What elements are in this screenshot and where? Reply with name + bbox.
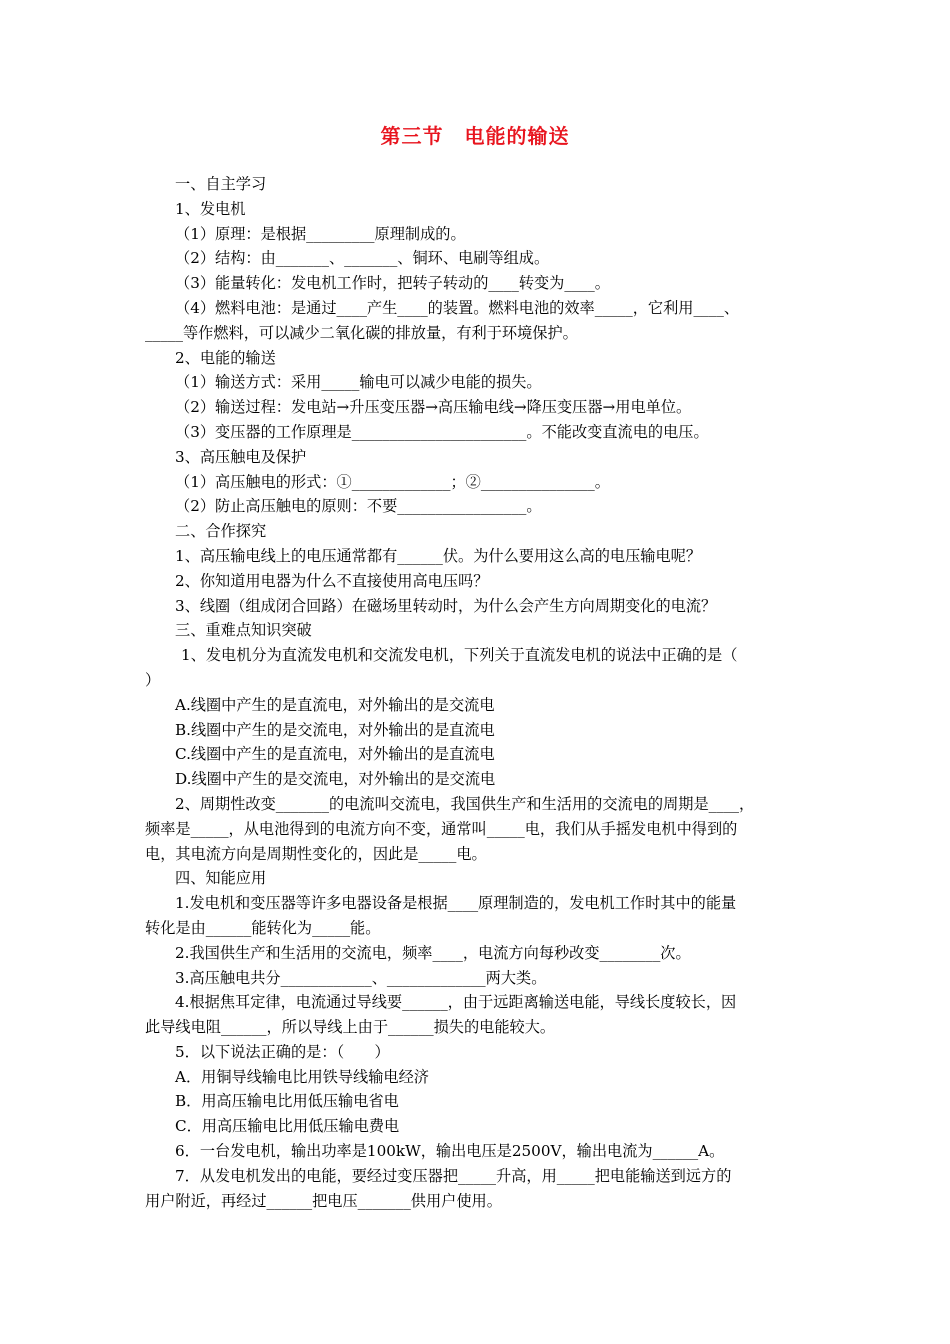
- text-line: 此导线电阻______，所以导线上由于______损失的电能较大。: [145, 1018, 556, 1037]
- choice-option: D.线圈中产生的是交流电，对外输出的是交流电: [175, 770, 496, 789]
- text-line: _____等作燃料，可以减少二氧化碳的排放量，有利于环境保护。: [145, 323, 578, 342]
- choice-option: A．用铜导线输电比用铁导线输电经济: [175, 1067, 429, 1086]
- question-line: 2.我国供生产和生活用的交流电，频率____，电流方向每秒改变________次。: [175, 943, 691, 962]
- text-line: 电，其电流方向是周期性变化的，因此是_____电。: [145, 844, 487, 863]
- choice-option: B.线圈中产生的是交流电，对外输出的是直流电: [175, 720, 495, 739]
- question-line: 1、发电机分为直流发电机和交流发电机，下列关于直流发电机的说法中正确的是（: [181, 646, 738, 665]
- question-line: 6．一台发电机，输出功率是100kW，输出电压是2500V，输出电流为______A。: [175, 1142, 725, 1161]
- text-line: （2）结构：由_______、_______、铜环、电刷等组成。: [175, 249, 550, 268]
- choice-option: A.线圈中产生的是直流电，对外输出的是交流电: [175, 695, 495, 714]
- text-line: （1）高压触电的形式：①_____________；②_______________。: [175, 472, 610, 491]
- text-line: ）: [145, 670, 161, 689]
- text-line: （3）能量转化：发电机工作时，把转子转动的____转变为____。: [175, 274, 610, 293]
- text-line: （4）燃料电池：是通过____产生____的装置。燃料电池的效率_____，它利用____、: [175, 298, 740, 317]
- page-title: 第三节 电能的输送: [380, 124, 570, 148]
- section-heading: 四、知能应用: [175, 869, 267, 888]
- subsection-heading: 3、高压触电及保护: [175, 447, 307, 466]
- text-line: 转化是由______能转化为_____能。: [145, 918, 381, 937]
- subsection-heading: 2、电能的输送: [175, 348, 276, 367]
- question-line: 3、线圈（组成闭合回路）在磁场里转动时，为什么会产生方向周期变化的电流？: [175, 596, 717, 615]
- question-line: 1.发电机和变压器等许多电器设备是根据____原理制造的，发电机工作时其中的能量: [175, 894, 737, 913]
- question-line: 7．从发电机发出的电能，要经过变压器把_____升高，用_____把电能输送到远方的: [175, 1166, 732, 1185]
- section-heading: 三、重难点知识突破: [175, 621, 312, 640]
- choice-option: B．用高压输电比用低压输电省电: [175, 1092, 399, 1111]
- text-line: （3）变压器的工作原理是_______________________。不能改变直流电的电压。: [175, 422, 709, 441]
- question-line: 1、高压输电线上的电压通常都有______伏。为什么要用这么高的电压输电呢？: [175, 546, 702, 565]
- text-line: 用户附近，再经过______把电压_______供用户使用。: [145, 1191, 502, 1210]
- question-line: 2、你知道用电器为什么不直接使用高电压吗？: [175, 571, 489, 590]
- question-line: 4.根据焦耳定律，电流通过导线要______，由于远距离输送电能，导线长度较长，因: [175, 993, 737, 1012]
- document-body: [145, 172, 805, 1213]
- question-line: 2、周期性改变_______的电流叫交流电，我国供生产和生活用的交流电的周期是____，: [175, 794, 755, 813]
- text-line: （2）防止高压触电的原则：不要_________________。: [175, 497, 542, 516]
- section-heading: 一、自主学习: [175, 175, 267, 193]
- section-heading: 二、合作探究: [175, 522, 267, 541]
- question-line: 3.高压触电共分____________、_____________两大类。: [175, 968, 547, 987]
- text-line: （1）输送方式：采用_____输电可以减少电能的损失。: [175, 373, 542, 392]
- text-line: 频率是_____，从电池得到的电流方向不变，通常叫_____电，我们从手摇发电机中得到的: [145, 819, 738, 838]
- choice-option: C.线圈中产生的是直流电，对外输出的是直流电: [175, 745, 495, 764]
- question-line: 5．以下说法正确的是：（ ）: [175, 1042, 390, 1061]
- text-line: （1）原理：是根据_________原理制成的。: [175, 224, 466, 243]
- text-line: （2）输送过程：发电站→升压变压器→高压输电线→降压变压器→用电单位。: [175, 398, 692, 417]
- choice-option: C．用高压输电比用低压输电费电: [175, 1117, 400, 1136]
- subsection-heading: 1、发电机: [175, 199, 246, 218]
